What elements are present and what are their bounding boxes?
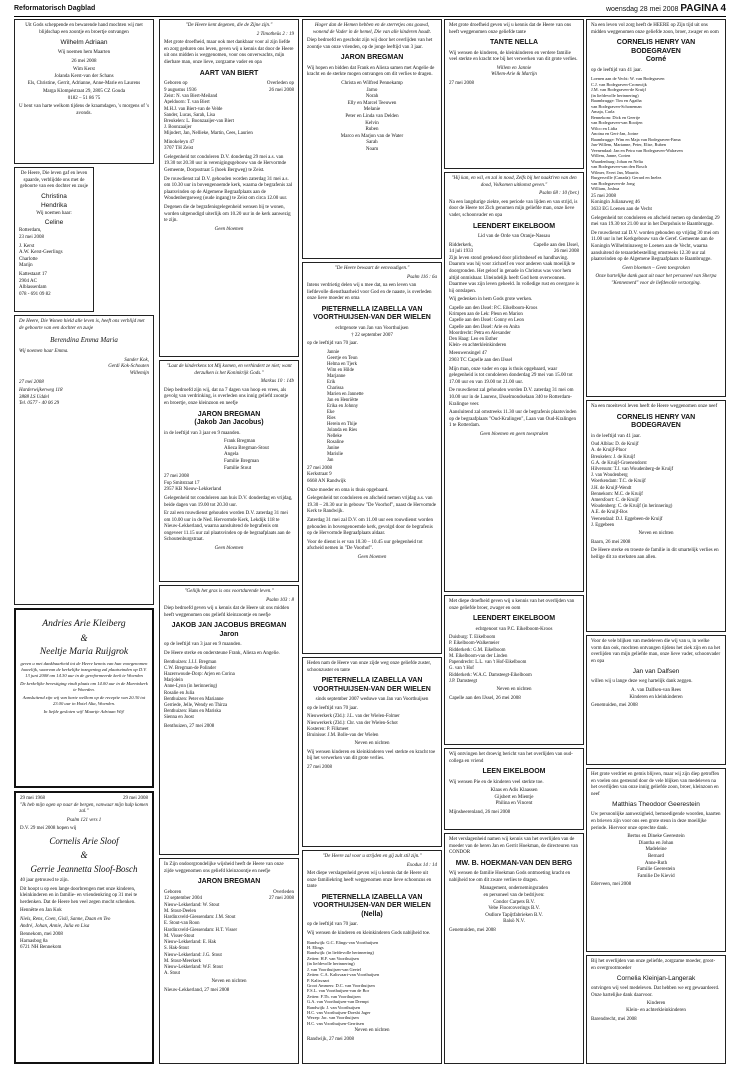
obituary-cornelis-van-bodegraven-cousins (586, 400, 726, 632)
notice-address: Marga Klompéstraat 29, 2805 CZ Gouda 0182 – 51 86 75 (42, 89, 126, 101)
notice-family: J. Kerst A.W. Kerst-Geerlings Charlotte Marijn (19, 243, 63, 269)
notice-address: Minokeleyn 47 3707 TH Zeist (164, 139, 195, 152)
page-label: PAGINA (680, 3, 719, 14)
thanks-note: Onze hartelijke dank gaat uit naar het personeel van Sherpa "Kennemerd" voor de liefdevolle verzorging. (595, 274, 717, 286)
notice-address: 25 mei 2008 Koningin Julianaweg 46 3633 EG Loenen aan de Vecht (591, 193, 652, 212)
notice-ref: Psalm 103 : 8 (266, 597, 294, 603)
notice-text: Dit hoopt u op een lange doorbrengen met onze kinderen, kleinkinderen en in familie- en vriendenkring op 31 mei te herdenken. Dat de Heere hen veel zegen mocht schenken. (20, 886, 138, 905)
notice-footer: Geen bloemen en geen toespraken (479, 431, 549, 437)
birth-notice-wilhelm (14, 19, 154, 164)
deceased-name: AART VAN BIERT (199, 69, 259, 77)
notice-family: Niels, Rens, Coen, Gisli, Sanne, Daan en Teo André, Johan, Annie, Julia en Lisa (20, 916, 111, 929)
service-text: De rouwdienst zal D.V. worden gehouden op vrijdag 30 mei om 11.00 uur in het Kerkgebouw van de Geref. Gemeente aan de Koningin Wilhelminaweg te Loenen aan de Vecht, waarna aansluitend de teraardebestelling omstreeks 12.30 uur zal plaatsvinden op de Algemene Begraafplaats te Baambrugge. (591, 230, 719, 263)
notice-family: Nieuwerkerk (Zld.): J.L. van der Wielen-Folmer Nieuwerkerk (Zld.): Chr. van der Wielen-Schot Kosteren: P. Filkmeet Bruinisse: J.M. Bolle-van der Wielen (307, 714, 400, 738)
notice-text: Diep bedroefd en geschokt zijn wij door het overlijden van het zoontje van onze vrienden, op de jonge leeftijd van 3 jaar. (307, 38, 433, 50)
notice-text: Met diepe droefheid geven wij u kennis van het overlijden van onze geliefde broer, zwager en oom (449, 599, 575, 611)
notice-place-date: Rotterdam, 23 mei 2008 (19, 228, 44, 240)
deceased-name: PIETERNELLA IZABELLA VAN VOORTHUIJSEN-VAN DER WIELEN (313, 677, 431, 693)
condolence-text: Gelegenheid tot condoleren en afscheid nemen op donderdag 29 mei van 19.30 tot 21.00 uur in het Dorpshuis te Baambrugge. (591, 215, 720, 228)
notice-place: Randwijk, 27 mei 2008 (307, 1036, 354, 1042)
notice-family: Wim Kerst Jolanda Kerst-van der Schans Els, Christine, Gerrit, Adrianne, Anne-Marie en Laurens (27, 67, 141, 86)
deceased-name: LEENDERT EIKELBOOM (472, 615, 556, 623)
ampersand: & (80, 849, 88, 860)
notice-family: Jannie Geertje en Teun Helma en Tjerk Wim en Hilde Marjanne Erik Charissa Marien en Jannette Jan en Henriëtte Erika en Johnny Eke Ries Herein en Thije Jolanda en Ries Nelleke Rosaline Janine Marislie Jan (327, 349, 364, 463)
notice-quote: "Hij kan, en wil, en zal in nood, Zelfs bij het naakt'ren van den dood, Volkomen uitkomst geven." (451, 176, 577, 188)
thanks-text: willen wij u lange deze weg hartelijk dank zeggen. (591, 679, 693, 685)
notice-footer: Geen bloemen – Geen toespraken (622, 265, 690, 271)
deceased-name: MW. B. HOEKMAN-VAN DEN BERG (455, 859, 573, 867)
notice-date: 26 mei 2008 (71, 58, 97, 64)
born-date: Ridderkerk, 14 juli 1933 (449, 242, 474, 255)
service-text: Zaterdag 31 mei zal D.V. om 11.00 uur een rouwdienst worden gehouden in bovengenoemde kerk, gevolgd door de begrafenis op de Hervormde Begraafplaats aldaar. (307, 517, 433, 537)
notice-footer: Neven en nichten (638, 531, 674, 537)
notice-quote: "Ik heb mijn ogen op naar de bergen, vanwaar mijn hulp komen zal." (20, 802, 149, 815)
notice-footer: In liefde gesloten wij! Maartje Adriaan Wij! (43, 709, 125, 714)
header-rule (14, 16, 726, 17)
notice-note-1: De kerkelijke bevestiging vindt plaats om 14.00 uur in de Marnixkerk te Woerden. (20, 681, 148, 692)
notice-name: Wilhelm Adriaan (60, 39, 108, 47)
notice-family: Randwijk: G.C. Elings-van Voorthuijsen H. Elings Randwijk: (in liefdevolle herinnering) Zetten: H.F. van Voorthuijsen (in liefdevolle herinnering) J. van Voorthuijsen-van Geetel Zetten: C.A. Kalisvaart-van Voorthuijsen P. Kalisvaart Groot Ammers: D.C. van Voorthuijsen F.S.L. van Voorthuijsen-van de Bor Zetten: F.Th. van Voorthuijsen G.A. van Voorthuijsen-van Drempt Randwijk: J. van Voorthuijsen H.C. van Voorthuijsen-Doesbi Jager Wezep: Jac. van Voorthuijsen H.C. van Voorthuijsen-Gerritsen (307, 939, 380, 1026)
husband-name: Cornelis Arie Sloof (49, 835, 119, 846)
obituary-tante-nella (444, 19, 584, 169)
deceased-callname: Corné (645, 56, 667, 64)
wedding-announcement (14, 608, 154, 788)
notice-place: Nieuw-Lekkerland, 27 mei 2008 (164, 987, 230, 993)
notice-sub: Wij noemen haar: (36, 210, 72, 216)
obituary-cornelis-van-bodegraven-family (586, 19, 726, 397)
notice-text: geven u met dankbaarheid tot de Heere kennis van hun voorgenomen huwelijk, waarvan de kerkelijke inzegening zal plaatsvinden op D.V. 13 juni 2008 om 14.30 uur in de gereformeerde kerk te Woerden (20, 661, 148, 678)
deceased-spouse: sinds september 2007 weduwe van Jan van Voorthuijsen (315, 697, 429, 703)
deceased-name: CORNELIS HENRY VAN BODEGRAVEN (616, 39, 696, 55)
notice-intro: D.V. 29 mei 2008 hopen wij (20, 826, 77, 832)
notice-family: Christa en Wilfred Pennekamp Jarno Norah Elly en Marcel Teeuwen Melanie Peter en Linda van Delden Kelvin Ruben Marco en Marjon van de Water Sarah Noam (340, 81, 404, 152)
notice-ref: Markus 10 : 14b (260, 379, 294, 385)
deceased-name: JARON BREGMAN (197, 410, 261, 418)
thanks-text: Uw persoonlijke aanwezigheid, bemoedigende woorden, kaarten en brieven zijn voor ons een grote steun in deze moeilijke periode. Hiervoor onze oprechte dank. (591, 812, 721, 831)
deceased-name: JARON BREGMAN (197, 878, 261, 886)
notice-wish: De Heere sterke en ondersteune Frank, Alieza en Angelie. (164, 650, 280, 656)
notice-place: Genemuiden, mei 2008 (591, 703, 638, 709)
notice-intro: De Heere, Die leven gaf en leven spaarde, verblijdde ons met de geboorte van een dochter en zusje (20, 171, 88, 190)
notice-sub: 40 jaar getrouwd te zijn. (20, 877, 69, 883)
deceased-name: JARON BREGMAN (340, 54, 404, 62)
obituary-leendert-eikelboom-family (444, 172, 584, 592)
notice-place: Genemuiden, mei 2008 (449, 928, 496, 934)
attendance-text: Degenen die de begrafenisgelegenheid wensen bij te wonen, worden uitgenodigd uiterlijk om 10.20 uur in de kerk aanwezig te zijn. (164, 205, 291, 224)
paper-name: Reformatorisch Dagblad (14, 5, 96, 12)
notice-wish: Wij wensen de kinderen en kleinkinderen Gods nabijheid toe. (307, 931, 431, 937)
notice-quote: Hoger dan de Hemen hebben en de sterretjes ons gouwd, wonend de Vader in de hemel, Die van alle kinderen houdt. (312, 23, 432, 35)
notice-quote: "De Heere kent degenen, die de Zijne zijn." (185, 23, 273, 28)
service-text: Er zal een rouwdienst gehouden worden D.V. zaterdag 31 mei om 10.00 uur in de Ned. Hervormde Kerk, Lekdijk 118 te Nieuw-Lekkerland, waarna aansluitend de begrafenis om ongeveer 11.15 uur zal plaatsvinden op de begraafplaats aan de Schoutenburgstraat. (164, 511, 291, 543)
notice-text: Intens verdrietig delen wij u mee dat, na een leven van liefdevolle dienstbaarheid voor God en de naaste, is overleden onze lieve moeder en oma (307, 283, 432, 302)
notice-family: Kinderen Klein- en achterkleinkinderen (626, 1001, 686, 1013)
family-title: Hennëtte en Jan Kok (20, 908, 62, 914)
condolence-text: Gelegenheid tot condoleren aan huis D.V. donderdag en vrijdag, beide dagen van 19.00 tot 20.30 uur. (164, 495, 293, 508)
notice-place: Benthuizen, 27 mei 2008 (164, 723, 215, 729)
deceased-name: Jan van Dalfsen (632, 668, 680, 676)
notice-family: Benthuizen: J.J.J. Bregman C.W. Bregman-de Polinder Hazerswoude-Dorp: Arjen en Corina Marjolein Anne-Lynn (in herinnering) Rosalie en Julia Benthuizen: Peter en Marianne Gerriede, Jelle, Wendy en Thirza Benthuizen: Hans en Mariska Sienna en Joost (164, 659, 235, 721)
obituary-leendert-eikelboom-siblings (444, 595, 584, 745)
notice-text: Het grote verdriet en gemis blijven, maar wij zijn diep getroffen en voelen ons gesteund door de vele blijken van medeleven na het overlijden van onze innig geliefde zoon, broer, kleinzoon en neef (591, 772, 720, 797)
notice-name: Christina (41, 192, 67, 200)
notice-text: Met verslagenheid namen wij kennis van het overlijden van de moeder van de heren Jan en Gerrit Hoekman, de directeuren van CONDOR (449, 837, 578, 856)
wife-name: Gerrie Jeannetta Sloof-Bosch (30, 863, 138, 874)
obituary-jaron-bregman-grandparents (159, 585, 299, 855)
condolence-hoekman (444, 833, 584, 1064)
notice-footer: Geen bloemen (214, 226, 244, 232)
notice-quote: "De Heere bewaart de eenvoudigen." (334, 266, 410, 271)
notice-family: Zeist: N. van Biert-Meiland Apeldoorn: T. van Biert M.H.J. van Biert-van de Velde Sander, Lucas, Sarah, Lisa Breukelen: L. Boonzaaijer-van Biert J. Boonzaaijer Mijndert, Jan, Nellieke, Martin, Cees, Laurien (164, 94, 253, 137)
notice-intro: De Heere, Die Wonen hield alle leven is, heeft ons verblijd met de geboorte van een dochter en zusje (19, 319, 145, 331)
deceased-fullname: (Jakob Jan Jacobus) (194, 419, 264, 427)
notice-family: Capelle aan den IJssel: P.C. Eikelboom-Kroos Krimpen aan de Lek: Pleun en Marion Capelle aan den IJssel: Gonny en Leon Capelle aan den IJssel: Arie en Anita Moordrecht: Petra en Alexander Den Haag: Leo en Esther Klein- en achterkleinkinderen (449, 306, 538, 349)
notice-note-2: Aansluitend zijn wij van harte welkom op de receptie van 20.30 tot 23.00 uur in Hotel Alta, Woerden. (22, 695, 146, 706)
notice-age: in de leeftijd van 41 jaar. (591, 433, 641, 439)
date-left: 29 mei 1968 (20, 796, 45, 801)
notice-place: Baarn, 26 mei 2008 (591, 539, 631, 545)
notice-ref: Exodus 14 : 14 (406, 862, 437, 868)
notice-wish: Wij wensen kinderen en kleinkinderen veel sterkte en kracht toe bij het verwerken van dit grote verlies. (307, 749, 436, 762)
deceased-name: LEENDERT EIKELBOOM (472, 222, 556, 230)
notice-text: Met grote droefheid, maar ook met dankbaar voor al zijn liefde en zorg geduren ons leven, geven wij u kennis dat door de Heere uit ons midden is weggenomen, voor ons onverwachts, mijn dierbare man, onze lieve, zorgzame vader en opa (164, 40, 294, 65)
notice-wish: Wij wensen de familie Hoekman Gods ontmoeting kracht en nabijheid toe om dit zware verlies te dragen. (449, 871, 571, 883)
deceased-name: JAKOB JAN JACOBUS BREGMAN (171, 622, 287, 630)
notice-age: op de leeftijd van 70 jaar. (307, 341, 358, 347)
notice-intro: Uit Gods scheppende en bewarende hand mochten wij met blijdschap een zoontje en broertje ontvangen (25, 23, 143, 35)
notice-text: Met grote droefheid geven wij u kennis dat de Heere van ons heeft weggenomen onze geliefde tante (449, 23, 572, 35)
notice-name-2: Hendrika (40, 201, 67, 209)
notice-date: 27 mei 2008 (307, 764, 332, 770)
died-date: Overleden 27 mei 2008 (269, 889, 294, 902)
burial-text: Aansluitend zal omstreeks 11.30 uur de begrafenis plaatsvinden op de begraafplaats "Oud-Kralingen", Laan van Oud-Kralingen 1 te Rotterdam. (449, 410, 577, 429)
deceased-name: CORNELIS HENRY VAN BODEGRAVEN (616, 413, 696, 430)
notice-quote: "Geliijk het gras is ons voortdurende leven." (184, 589, 274, 594)
ampersand: & (80, 633, 88, 643)
header-date: woensdag 28 mei 2008 (605, 6, 679, 13)
notice-ref: 2 Timotheüs 2 : 19 (256, 31, 294, 37)
thanks-jan-van-dalfsen (586, 635, 726, 765)
condolence-leen-eikelboom (444, 748, 584, 830)
service-text: De rouwdienst zal D.V. gehouden worden zaterdag 31 mei a.s. om 10.30 uur in bovengenoemde kerk, waarna de begrafenis zal plaatsvinden op de Algemene Begraafplaats aan de Woudenbergseweg (oude ingang) te Zeist om circa 12.00 uur. (164, 176, 293, 202)
notice-wish: Wij wensen Pie en de kinderen veel sterkte toe. (449, 779, 544, 785)
notice-footer: Neven en nichten (211, 979, 247, 985)
notice-family: Frank Bregman Alieza Bregman-Stout Angela Familie Bregman Familie Stout (224, 439, 269, 471)
anniversary-notice-sloof (14, 791, 154, 1064)
notice-wish: Wij hopen en bidden dat Frank en Alieza samen met Angelie de kracht en de sterkte mogen ontvangen om dit verlies te dragen. (307, 65, 435, 78)
thanks-matthias-geerestein (586, 768, 726, 952)
notice-age: op de leeftijd van 3 jaar en 9 maanden. (164, 642, 242, 648)
bride-name: Neeltje Maria Ruijgrok (39, 647, 129, 657)
condolence-text: Gelegenheid tot condoleren en afscheid nemen vrijdag a.s. van 19.30 – 20.30 uur in gebouw "De Voorhof", naast de Hervormde Kerk te Randwijk. (307, 496, 437, 515)
remembrance-text: Wij gedenken in hem Gods grote werken. (449, 297, 533, 303)
deceased-name: Matthias Theodoor Geerestein (612, 801, 700, 809)
notice-family: Nieuw-Lekkerland: W. Stout M. Stout-Deelen Hardinxveld-Giessendam: J.M. Stout E. Stout-van Roon Hardinxveld-Giessendam: H.T. Visser M. Visser-Stout Nieuw-Lekkerland: E. Hak S. Hak-Stout Nieuw-Lekkerland: J.G. Stout M. Stout-Meerkerk Nieuw-Lekkerland: W.F. Stout A. Stout (164, 902, 238, 977)
thanks-cornelia-kleinjan (586, 955, 726, 1064)
notice-sub: Wij noemen hem Maarten (57, 50, 111, 56)
notice-family: Duisburg: T. Eikelboom P. Eikelboom-Walkemeier Ridderkerk: G.M. Eikelboom M. Eikelboom-van der Linden Papendrecht: L.L. van 't Hof-Eikelboom G. van 't Hof Ridderkerk: W.A.C. Damsteegt-Eikelboom J.P. Damsteegt (449, 635, 532, 684)
obituary-pieternella-in-laws (302, 850, 442, 1064)
notice-place: Barendrecht, mei 2008 (591, 1016, 637, 1022)
notice-callname: Celine (44, 219, 64, 227)
notice-family: A. van Dalfsen-van Rees Kinderen en kleinkinderen (629, 687, 683, 700)
notice-footer: U bent van harte welkom tijdens de kraamdagen, 's morgens of 's avonds. (19, 104, 150, 116)
deceased-name: Cornelia Kleinjan-Langerak (616, 975, 696, 983)
service-text: De rouwdienst zal gehouden worden D.V. zaterdag 31 mei om 10.00 uur in de Laurens, IJsselmondselaan 340 te Rotterdam-Kralingse veer. (449, 388, 574, 407)
birth-notice-christina (14, 167, 94, 312)
date-right: 29 mei 2008 (123, 796, 148, 801)
notice-footer: Geen bloemen (357, 554, 387, 560)
deceased-name: PIETERNELLA IZABELLA VAN VOORTHUIJSEN-VAN DER WIELEN (313, 305, 431, 322)
notice-age: op de leeftijd van 41 jaar. (591, 67, 642, 73)
notice-family: Klaas en Adis Klaassen Gijsbert en Mientje Philina en Vincent (490, 788, 538, 807)
notice-ref: Psalm 68 : 10 (ber.) (539, 191, 579, 197)
notice-age: in de leeftijd van 3 jaar en 9 maanden. (164, 430, 241, 436)
condolence-text: Gelegenheid tot condoleren D.V. donderdag 29 mei a.s. van 19.30 tot 20.30 uur in verenigingsgebouw van de Hervormde Gemeente, Dorpsstraat 5 (hoek Bergweg) te Zeist. (164, 154, 287, 174)
notice-text: Heden nam de Heere van onze zijde weg onze geliefde zuster, schoonzuster en tante (307, 661, 432, 673)
notice-footer: Neven en nichten (496, 686, 532, 692)
notice-address: Harderwijkerweg 118 3888 LS Uddel Tel. 0577 - 40 06 29 (19, 388, 63, 407)
notice-ref: Psalm 121 vers 1 (66, 817, 102, 823)
notice-name: Berendina Emma Maria (50, 336, 118, 345)
notice-age: op de leeftijd van 70 jaar. (307, 922, 358, 928)
notice-text: Na een leven vol zorg heeft de HEERE op Zijn tijd uit ons midden weggenomen onze geliefde zoon, broer, zwager en oom (591, 23, 719, 35)
condolence-text: Mijn man, onze vader en opa is thuis opgebaard, waar gelegenheid is tot condoleren donderdag 29 mei van 15.00 tot 17.00 uur en van 19.00 tot 21.00 uur. (449, 366, 573, 385)
notice-sub: Wij noemen haar Emma. (19, 349, 69, 355)
notice-text: Wij ontvingen het droevig bericht van het overlijden van oud-collega en vriend (449, 752, 573, 764)
notice-text: Diep bedroefd geven wij u kennis dat de Heere uit ons midden heeft weggenomen ons geliefd kleinzoontje en neefje (164, 606, 290, 618)
notice-date: 27 mei 2008 (449, 81, 474, 87)
obituary-pieternella-children (302, 262, 442, 654)
thanks-text: ontvingen wij veel medeleven. Dat hebben we erg gewaardeerd. Onze hartelijke dank daarvoor. (591, 986, 720, 998)
notice-text: Met diepe verslagenheid geven wij u kennis dat de Heere uit onze familiekring heeft weggenomen onze lieve schoonzus en tante (307, 871, 432, 890)
birth-notice-berendina (14, 315, 154, 605)
notice-date: 27 mei 2008 (19, 379, 44, 385)
notice-text: Na een langdurige ziekte, een periode van lijden en van strijd, is door de Heere tot Zich genomen mijn geliefde man, onze lieve vader, schoonvader en opa (449, 199, 578, 218)
deceased-name: LEEN EIKELBOOM (482, 768, 546, 776)
notice-quote: "De Heere zal voor u strijden en gij zult stil zijn." (322, 854, 422, 859)
notice-ref: Psalm 116 : 6a (406, 274, 437, 280)
notice-text: Bij het overlijden van onze geliefde, zorgzame moeder, groot- en overgrootmoeder (591, 959, 716, 971)
notice-family: Sander Kok, Gerdi Kok-Schouten Willemijn (108, 357, 149, 376)
notice-text: Na een moeitevol leven heeft de Heere weggenomen onze neef (591, 404, 718, 409)
deceased-callname: (Nella) (361, 910, 383, 918)
deceased-callname: Jaron (219, 630, 239, 638)
page-number: 4 (720, 3, 726, 14)
page-indicator (606, 3, 726, 14)
obituary-aart-van-biert (159, 19, 299, 357)
groom-name: Andries Arie Kleiberg (42, 619, 126, 629)
notice-address: Bennekom, mei 2008 Harnasbog 8a 6721 NH Bennekom (20, 932, 63, 951)
deceased-spouse: echtgenote van Jan van Voorthuijsen † 22 september 2007 (335, 325, 409, 338)
notice-footer: Neven en nichten (354, 741, 390, 747)
notice-footer: Neven en nichten (354, 1028, 390, 1034)
notice-family: Willem en Jannie Willem-Arie & Martijn (491, 65, 537, 78)
notice-text: Voor de vele blijken van medeleven die wij van u, in welke vorm dan ook, mochten ontvangen tijdens het ziek zijn en na het overlijden van mijn geliefde man, onze lieve vader, schoonvader en opa (591, 639, 721, 664)
notice-family: Management, ondernemingsraden en personeel van de bedrijven: Condor Carpets B.V. Vebe Floorcoverings B.V. Osdlore Tapijtfabrieken B.V. Balsö N.V. (479, 886, 549, 925)
notice-quote: "Laat de kinderkens tot Mij komen, en verhindert ze niet; want derzulken is het Koninkrijk Gods." (166, 364, 292, 376)
born-date: Geboren op 9 augustus 1936 (164, 81, 197, 93)
deceased-spouse: echtgenoot van P.C. Eikelboom-Kroos (475, 626, 553, 632)
notice-place: Capelle aan den IJssel, 26 mei 2008 (449, 695, 521, 701)
died-date: Overleden op 26 mei 2008 (266, 81, 294, 93)
notice-wish: De Heere sterke en troeste de familie in dit smartelijk verlies en heilige dit zo sterksten aan allen. (591, 548, 719, 560)
notice-age: op de leeftijd van 70 jaar. (307, 705, 358, 711)
notice-place: Ederveen, mei 2008 (591, 882, 632, 888)
laid-out-text: Onze moeder en oma is thuis opgebaard. (307, 487, 389, 493)
condolence-jaron-friends (302, 19, 442, 259)
page-header (14, 3, 726, 15)
obituary-jaron-bregman-parents (159, 360, 299, 582)
notice-text: In Zijn ondoorgrondelijke wijsheid heeft de Heere van onze zijde weggenomen ons geliefd kleinzoontje en neefje (164, 862, 284, 874)
notice-family: Oud Alblas: D. de Kruijf A. de Kruijf-Pluor Breukelen: J. de Kruijf G.A. de Kruijf-Groenendorst Hilversum: T.J. van Woudenberg-de Kruijf J. van Woudenberg Woerkendam: T.C. de Kruijf J.H. de Kruijf-Wendt Bennekom: M.C. de Kruijf Amersfoort: C. de Kruijf Woudenberg: C. de Kruijf (in herinnering) A.E. de Kruijf-Bos Veenendaal: D.J. Eggebeen-de Kruijf J. Eggebeen (591, 442, 674, 528)
notice-address: 27 mei 2008 Fop Smitstraat 17 2957 KB Nieuw-Lekkerland (164, 474, 222, 493)
died-date: Capelle aan den IJssel, 26 mei 2008 (533, 242, 579, 255)
obituary-jaron-bregman-stout (159, 858, 299, 1064)
notice-address: Kattestaart 17 2904 AC Alblasserdam 078 - 691 09 82 (19, 271, 51, 297)
deceased-honour: Lid van de Orde van Oranje-Nassau (477, 234, 551, 240)
farewell-text: Voor de dienst is er van 10.30 – 10.45 uur gelegenheid tot afscheid nemen in "De Voorhof". (307, 539, 423, 552)
deceased-name: TANTE NELLA (489, 39, 539, 47)
obituary-pieternella-siblings (302, 657, 442, 847)
notice-address: 27 mei 2008 Kerkstraat 9 6668 AN Randwijk (307, 465, 346, 484)
notice-footer: Geen bloemen (214, 546, 244, 552)
born-date: Geboren 12 september 2004 (164, 889, 203, 902)
deceased-name: PIETERNELLA IZABELLA VAN VOORTHUIJSEN-VAN DER WIELEN (313, 893, 431, 910)
life-text: Zijn leven stond getekend door plichtsbesef en handhaving. Daarom was hij voor zichzelf en voor anderen vaak moeilijk te doorgronden. Het geloof in genade in Christus was voor hem altijd onmisbaar. Uiteindelijk heeft God hem overwonnen. Daarmee was zijn leven geheeld. In volledige rust en overgave is hij ontslapen. (449, 255, 579, 294)
notice-address: Meeuwensingel 47 2903 TC Capelle aan den IJssel (449, 351, 513, 364)
notice-place: Mijnsheerenland, 26 mei 2008 (449, 810, 511, 816)
notice-family: Bertus en Dineke Geerestein Diantha en Johan Madeleine Bernard Anne-Ruth Familie Geerestein Familie De Kievid (627, 834, 685, 879)
notice-wish: Wij wensen de kinderen, de kleinkinderen en verdere familie veel sterkte en kracht toe bij het verwerken van dit grote verlies. (449, 50, 578, 63)
notice-family: Loenen aan de Vecht: W. van Bodegraven C.J. van Bodegraven-Cromwijk J.M. van Bodegraven-de Kruijf (in liefdevolle herinnering) Baambrugge: Tim en Agatha van Bodegraven-Schoneman Amaja, Carla Bennekom: Dick en Geertje van Bodegraven-van Rooijen Wilco en Lidia Anoina en Gert-Jan, Jorine Baambrugge: Wim en Maja van Bodegraven-Fama Jan-Willem, Marianne, Peter, Elise, Ruben Veenendaal: Jan en Petra van Bodegraven-Walraven Willem, Janne, Corien Waardenburg: Johan en Nelia van Bodegraven-van den Bosch Wilmer, Evert Jan, Maurits Burgersville (Canada): Gerard en Inelez van Bodegraven-de Jong William, Joshua (591, 76, 683, 192)
notice-text: Diep bedroefd zijn wij, dat na 7 dagen van hoop en vrees, als gevolg van verdrinking, is overleden ons innig geliefd zoontje en broertje, onze kleinzoon en neefje (164, 387, 289, 406)
